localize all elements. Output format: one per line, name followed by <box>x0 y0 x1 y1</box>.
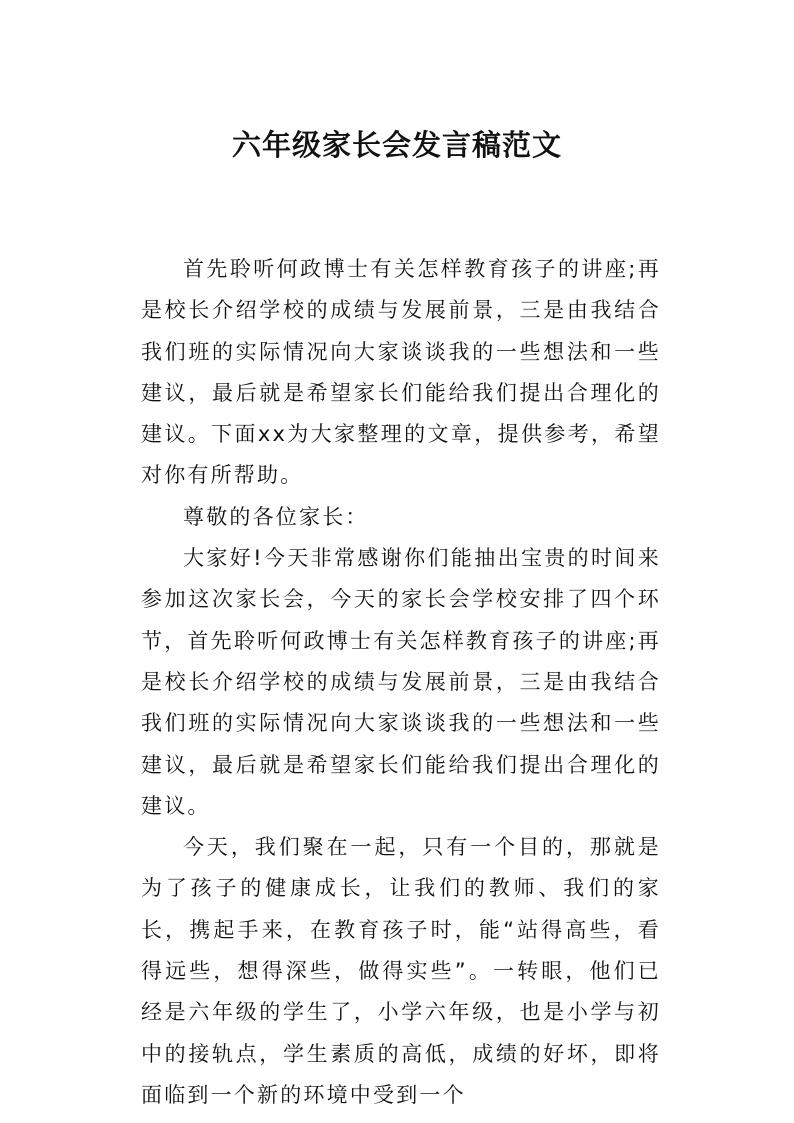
paragraph-greeting: 大家好!今天非常感谢你们能抽出宝贵的时间来参加这次家长会，今天的家长会学校安排了四个环节，首先聆听何政博士有关怎样教育孩子的讲座;再是校长介绍学校的成绩与发展前景，三是由我结合我们班的实际情况向大家谈谈我的一些想法和一些建议，最后就是希望家长们能给我们提出合理化的建议。 <box>141 546 661 818</box>
document-title: 六年级家长会发言稿范文 <box>231 128 562 163</box>
paragraph-intro: 首先聆听何政博士有关怎样教育孩子的讲座;再是校长介绍学校的成绩与发展前景，三是由我结合我们班的实际情况向大家谈谈我的一些想法和一些建议，最后就是希望家长们能给我们提出合理化的建议。下面xx为大家整理的文章，提供参考，希望对你有所帮助。 <box>141 257 661 488</box>
paragraph-purpose: 今天，我们聚在一起，只有一个目的，那就是为了孩子的健康成长，让我们的教师、我们的家长，携起手来，在教育孩子时，能“站得高些，看得远些，想得深些，做得实些”。一转眼，他们已经是六年级的学生了，小学六年级，也是小学与初中的接轨点，学生素质的高低，成绩的好坏，即将面临到一个新的环境中受到一个 <box>141 835 661 1107</box>
document-body <box>141 249 661 1116</box>
paragraph-salutation: 尊敬的各位家长： <box>183 504 369 529</box>
